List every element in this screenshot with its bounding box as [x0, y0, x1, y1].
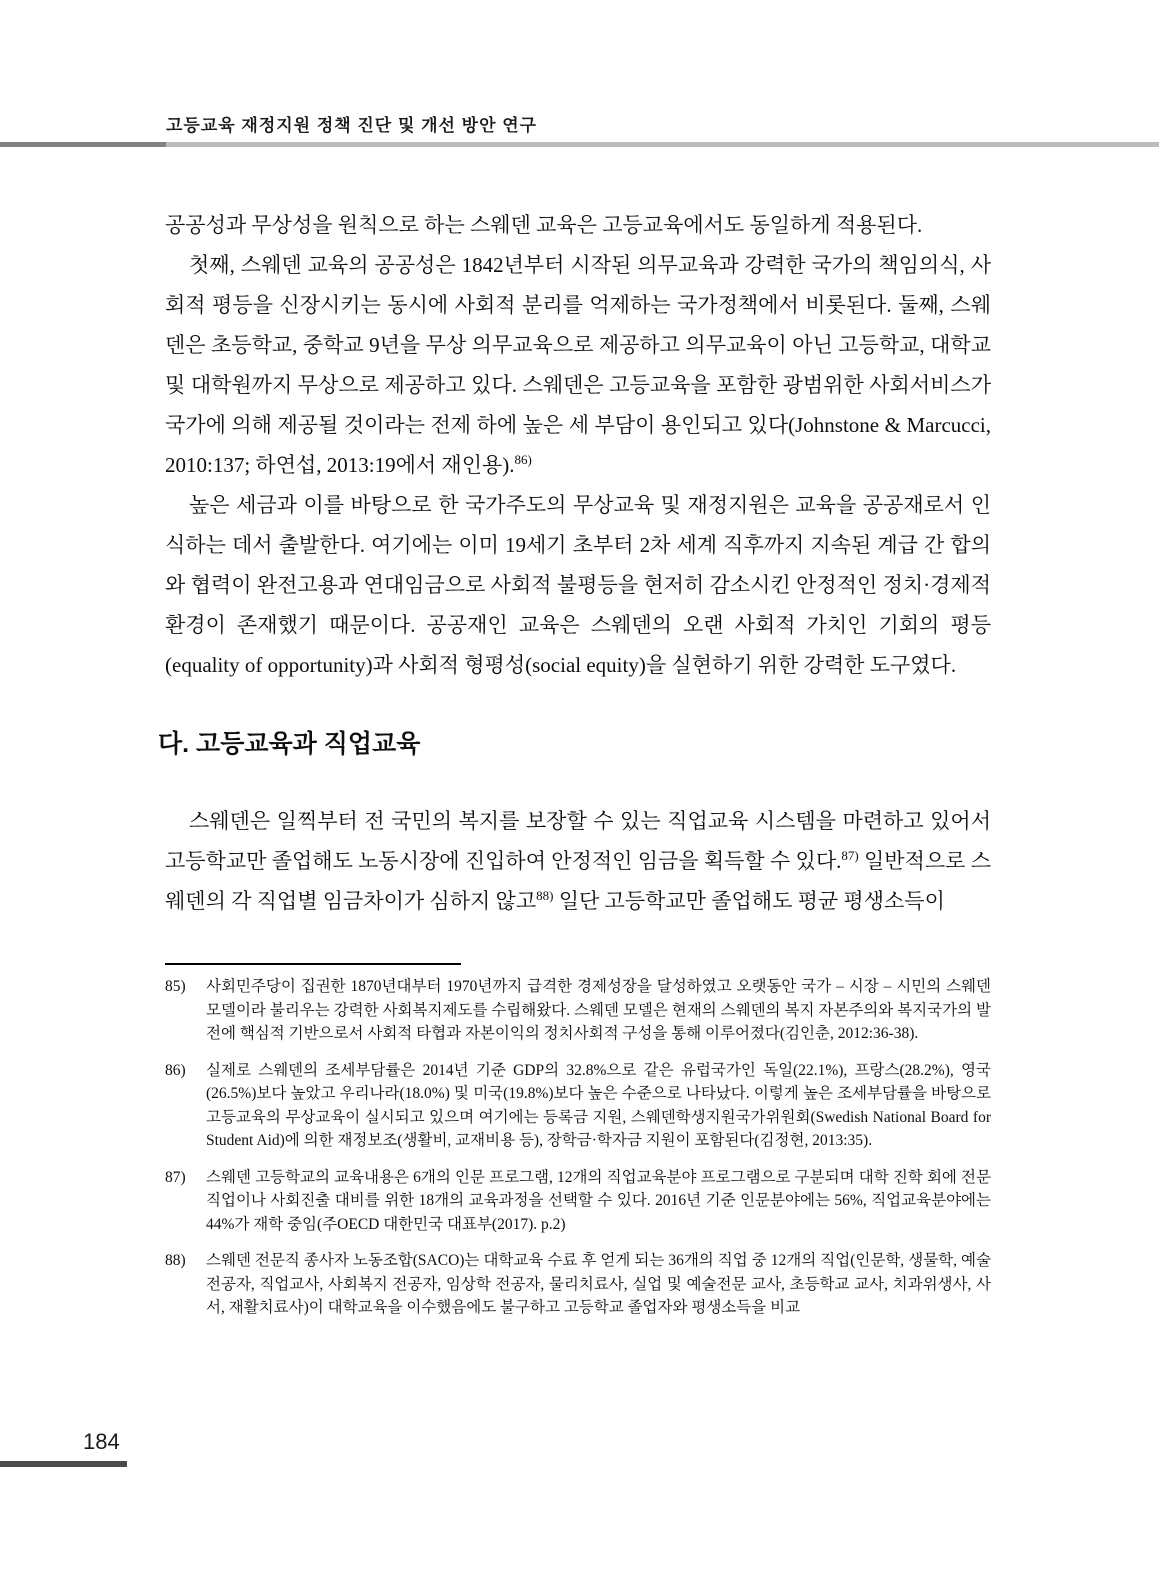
paragraph-vocational-text-3: 일단 고등학교만 졸업해도 평균 평생소득이: [553, 889, 945, 913]
paragraph-vocational: [165, 801, 991, 921]
footnote-ref-87: 87): [841, 848, 859, 863]
footnote-88: [165, 1249, 991, 1320]
paragraph-publicness-text: 첫째, 스웨덴 교육의 공공성은 1842년부터 시작된 의무교육과 강력한 국가의 책임의식, 사회적 평등을 신장시키는 동시에 사회적 분리를 억제하는 국가정책에서 비롯된다. 둘째, 스웨덴은 초등학교, 중학교 9년을 무상 의무교육으로 제공하고 의무교육이 아닌 고등학교, 대학교 및 대학원까지 무상으로 제공하고 있다. 스웨덴은 고등교육을 포함한 광범위한 사회서비스가 국가에 의해 제공될 것이라는 전제 하에 높은 세 부담이 용인되고 있다(Johnstone & Marcucci, 2010:137; 하연섭, 2013:19에서 재인용).: [165, 253, 991, 477]
footnote-separator-rule: [165, 963, 461, 965]
footnote-88-marker: 88): [165, 1252, 186, 1269]
footnotes-section: [165, 963, 991, 1333]
header-rule-accent: [0, 142, 166, 147]
header-rule: [0, 142, 1159, 147]
footnote-86-text: 실제로 스웨덴의 조세부담률은 2014년 기준 GDP의 32.8%으로 같은 유럽국가인 독일(22.1%), 프랑스(28.2%), 영국(26.5%)보다 높았고 우리나라(18.0%) 및 미국(19.8%)보다 높은 수준으로 나타났다. 이렇게 높은 조세부담률을 바탕으로 고등교육의 무상교육이 실시되고 있으며 여기에는 등록금 지원, 스웨덴학생지원국가위원회(Swedish National Board for Student Aid)에 의한 재정보조(생활비, 교재비용 등), 장학금·학자금 지원이 포함된다(김정현, 2013:35).: [206, 1061, 991, 1149]
paragraph-intro: [165, 205, 991, 245]
paragraph-vocational-text-1: 스웨덴은 일찍부터 전 국민의 복지를 보장할 수 있는 직업교육 시스템을 마련하고 있어서 고등학교만 졸업해도 노동시장에 진입하여 안정적인 임금을 획득할 수 있다.: [165, 809, 991, 873]
footer-bar: [0, 1461, 127, 1467]
section-heading: 다. 고등교육과 직업교육: [158, 730, 421, 758]
footnote-87-marker: 87): [165, 1168, 186, 1186]
footnote-ref-86: 86): [514, 452, 532, 467]
paragraph-tax-education: [165, 485, 991, 685]
footnote-85-text: 사회민주당이 집권한 1870년대부터 1970년까지 급격한 경제성장을 달성하였고 오랫동안 국가 – 시장 – 시민의 스웨덴 모델이라 불리우는 강력한 사회복지제도를 수립해왔다. 스웨덴 모델은 현재의 스웨덴의 복지 자본주의와 복지국가의 발전에 핵심적 기반으로서 사회적 타협과 자본이익의 정치사회적 구성을 통해 이루어졌다(김인춘, 2012:36-38).: [206, 978, 991, 1042]
footnote-85: [165, 975, 991, 1046]
footnote-86: [165, 1059, 991, 1153]
paragraph-intro-text: 공공성과 무상성을 원칙으로 하는 스웨덴 교육은 고등교육에서도 동일하게 적용된다.: [165, 213, 923, 237]
footnote-86-marker: 86): [165, 1061, 186, 1079]
paragraph-tax-education-text: 높은 세금과 이를 바탕으로 한 국가주도의 무상교육 및 재정지원은 교육을 공공재로서 인식하는 데서 출발한다. 여기에는 이미 19세기 초부터 2차 세계 직후까지 지속된 계급 간 합의와 협력이 완전고용과 연대임금으로 사회적 불평등을 현저히 감소시킨 안정적인 정치·경제적 환경이 존재했기 때문이다. 공공재인 교육은 스웨덴의 오랜 사회적 가치인 기회의 평등(equality of opportunity)과 사회적 형평성(social equity)을 실현하기 위한 강력한 도구였다.: [165, 493, 991, 677]
running-header-title: 고등교육 재정지원 정책 진단 및 개선 방안 연구: [166, 116, 538, 135]
footnote-88-text: 스웨덴 전문직 종사자 노동조합(SACO)는 대학교육 수료 후 얻게 되는 36개의 직업 중 12개의 직업(인문학, 생물학, 예술 전공자, 직업교사, 사회복지 전공자, 임상학 전공자, 물리치료사, 실업 및 예술전문 교사, 초등학교 교사, 치과위생사, 사서, 재활치료사)이 대학교육을 이수했음에도 불구하고 고등학교 졸업자와 평생소득을 비교: [206, 1252, 991, 1316]
paragraph-publicness: [165, 245, 991, 485]
footnote-87-text: 스웨덴 고등학교의 교육내용은 6개의 인문 프로그램, 12개의 직업교육분야 프로그램으로 구분되며 대학 진학 회에 전문직업이나 사회진출 대비를 위한 18개의 교육과정을 선택할 수 있다. 2016년 기준 인문분야에는 56%, 직업교육분야에는 44%가 재학 중임(주OECD 대한민국 대표부(2017). p.2): [206, 1168, 991, 1233]
footnote-87: [165, 1166, 991, 1237]
paragraph-vocational-text-2: 일반적으로 스웨덴의 각 직업별 임금차이가 심하지 않고: [165, 849, 991, 913]
footnote-85-marker: 85): [165, 978, 186, 995]
body-text-block: [158, 205, 991, 921]
footnote-ref-88: 88): [536, 888, 554, 903]
page-number: 184: [83, 1429, 120, 1454]
